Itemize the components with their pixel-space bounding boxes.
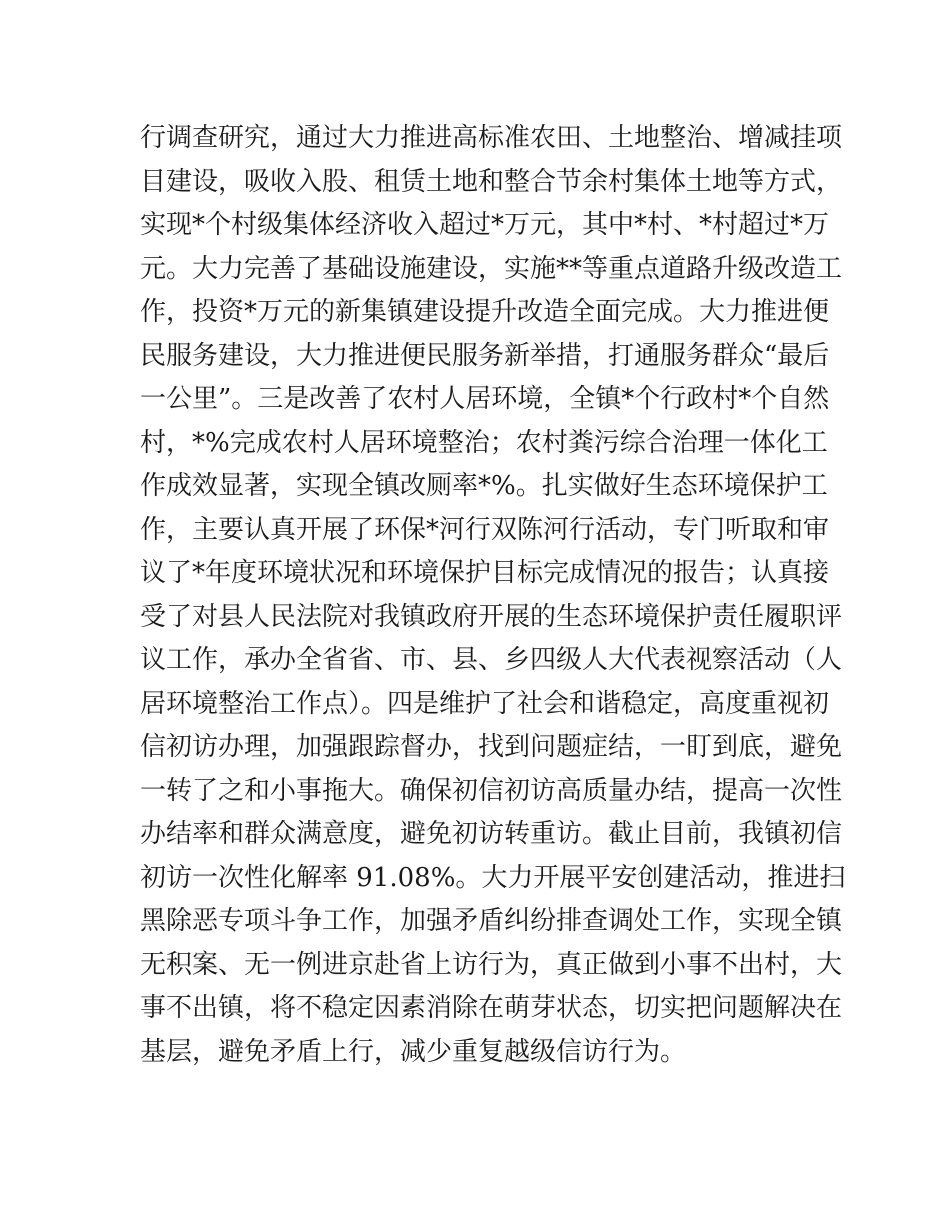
text-line: 初访一次性化解率 91.08%。大力开展平安创建活动，推进扫 (140, 862, 846, 893)
text-line: 受了对县人民法院对我镇政府开展的生态环境保护责任履职评 (140, 601, 843, 632)
body-paragraph (140, 117, 846, 1074)
text-line: 行调查研究，通过大力推进高标准农田、土地整治、增减挂项 (140, 123, 843, 153)
text-line: 居环境整治工作点）。四是维护了社会和谐稳定，高度重视初 (140, 688, 830, 719)
text-line-last: 基层，避免矛盾上行，减少重复越级信访行为。 (140, 1036, 687, 1067)
text-line: 村，*%完成农村人居环境整治；农村粪污综合治理一体化工 (140, 427, 828, 458)
text-line: 一转了之和小事拖大。确保初信初访高质量办结，提高一次性 (140, 775, 843, 806)
text-line: 作，投资*万元的新集镇建设提升改造全面完成。大力推进便 (140, 297, 830, 327)
text-line: 作成效显著，实现全镇改厕率*%。扎实做好生态环境保护工 (140, 471, 828, 501)
text-line: 元。大力完善了基础设施建设，实施**等重点道路升级改造工 (140, 253, 843, 284)
text-line: 黑除恶专项斗争工作，加强矛盾纠纷排查调处工作，实现全镇 (140, 906, 843, 936)
text-line: 信初访办理，加强跟踪督办，找到问题症结，一盯到底，避免 (140, 732, 843, 762)
text-line: 作，主要认真开展了环保*河行双陈河行活动，专门听取和审 (140, 514, 830, 545)
text-line: 民服务建设，大力推进便民服务新举措，打通服务群众“最后 (140, 340, 830, 371)
text-line: 一公里”。三是改善了农村人居环境，全镇*个行政村*个自然 (140, 384, 830, 414)
text-line: 实现*个村级集体经济收入超过*万元，其中*村、*村超过*万 (140, 210, 830, 240)
text-line: 目建设，吸收入股、租赁土地和整合节余村集体土地等方式， (140, 166, 843, 197)
text-line: 议工作，承办全省省、市、县、乡四级人大代表视察活动（人 (140, 645, 843, 675)
text-line: 事不出镇，将不稳定因素消除在萌芽状态，切实把问题解决在 (140, 993, 843, 1023)
text-line: 办结率和群众满意度，避免初访转重访。截止目前，我镇初信 (140, 819, 843, 849)
text-line: 议了*年度环境状况和环境保护目标完成情况的报告；认真接 (140, 558, 830, 588)
text-line: 无积案、无一例进京赴省上访行为，真正做到小事不出村，大 (140, 949, 843, 980)
